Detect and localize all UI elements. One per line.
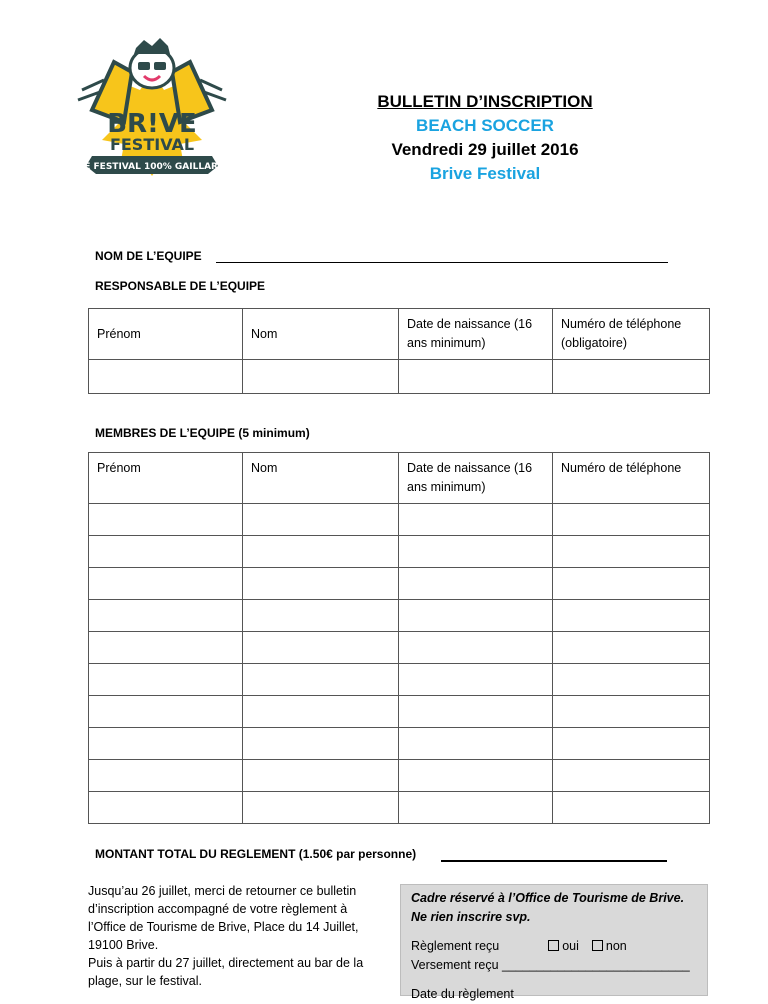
page-header: [300, 90, 670, 186]
table-row: [89, 536, 710, 568]
cell-nom[interactable]: [243, 568, 399, 600]
cell-nom[interactable]: [243, 728, 399, 760]
cell-prenom[interactable]: [89, 568, 243, 600]
cell-date[interactable]: [399, 632, 553, 664]
cell-nom[interactable]: [243, 664, 399, 696]
responsable-label: RESPONSABLE DE L’EQUIPE: [95, 279, 266, 293]
cell-telephone[interactable]: [553, 360, 710, 394]
cell-prenom[interactable]: [89, 792, 243, 824]
cell-prenom[interactable]: [89, 760, 243, 792]
event-date: Vendredi 29 juillet 2016: [391, 140, 579, 159]
versement-row: [411, 956, 697, 975]
table-row: [89, 504, 710, 536]
oui-label: oui: [562, 939, 579, 953]
header-nom: Nom: [243, 453, 399, 504]
cell-date[interactable]: [399, 664, 553, 696]
event-name: Brive Festival: [429, 164, 541, 183]
page-title: BULLETIN D’INSCRIPTION: [377, 92, 593, 111]
cell-telephone[interactable]: [553, 664, 710, 696]
cell-nom[interactable]: [243, 360, 399, 394]
cell-date[interactable]: [399, 504, 553, 536]
checkbox-oui[interactable]: [548, 940, 559, 951]
cell-prenom[interactable]: [89, 536, 243, 568]
cell-prenom[interactable]: [89, 600, 243, 632]
cell-telephone[interactable]: [553, 696, 710, 728]
instructions: [88, 882, 388, 990]
table-row: [89, 792, 710, 824]
table-row: [89, 632, 710, 664]
header-prenom: Prénom: [89, 453, 243, 504]
page-subtitle: BEACH SOCCER: [416, 116, 554, 135]
table-row: [89, 728, 710, 760]
logo-word1: BR!VE: [107, 109, 197, 139]
cell-nom[interactable]: [243, 536, 399, 568]
cell-date[interactable]: [399, 600, 553, 632]
cell-date[interactable]: [399, 360, 553, 394]
table-header-row: [89, 453, 710, 504]
team-name-line[interactable]: [216, 262, 668, 263]
header-date-naissance: Date de naissance (16 ans minimum): [399, 309, 553, 360]
cell-prenom[interactable]: [89, 504, 243, 536]
cell-nom[interactable]: [243, 504, 399, 536]
office-title: Cadre réservé à l’Office de Tourisme de Brive.: [411, 891, 685, 905]
responsable-table: [88, 308, 710, 394]
table-row: [89, 600, 710, 632]
cell-telephone[interactable]: [553, 536, 710, 568]
cell-prenom[interactable]: [89, 664, 243, 696]
header-date-naissance: Date de naissance (16 ans minimum): [399, 453, 553, 504]
cell-date[interactable]: [399, 696, 553, 728]
logo-banner: LE FESTIVAL 100% GAILLARD: [78, 162, 226, 172]
table-row: [89, 696, 710, 728]
cell-date[interactable]: [399, 536, 553, 568]
header-telephone: Numéro de téléphone (obligatoire): [553, 309, 710, 360]
cell-telephone[interactable]: [553, 600, 710, 632]
versement-label: Versement reçu: [411, 958, 503, 972]
members-label: MEMBRES DE L’EQUIPE (5 minimum): [95, 426, 310, 440]
cell-prenom[interactable]: [89, 632, 243, 664]
header-prenom: Prénom: [89, 309, 243, 360]
cell-telephone[interactable]: [553, 792, 710, 824]
members-table: [88, 452, 710, 824]
cell-prenom[interactable]: [89, 728, 243, 760]
total-label: MONTANT TOTAL DU REGLEMENT (1.50€ par personne): [95, 847, 417, 861]
header-telephone: Numéro de téléphone: [553, 453, 710, 504]
cell-nom[interactable]: [243, 600, 399, 632]
office-reserved-box: [400, 884, 708, 1001]
table-row: [89, 664, 710, 696]
cell-nom[interactable]: [243, 632, 399, 664]
cell-nom[interactable]: [243, 696, 399, 728]
table-row: [89, 568, 710, 600]
date-reglement-label: Date du règlement: [411, 987, 514, 1001]
instructions-line2: Puis à partir du 27 juillet, directement au bar de la plage, sur le festival.: [88, 956, 364, 988]
table-header-row: [89, 309, 710, 360]
cell-nom[interactable]: [243, 792, 399, 824]
cell-telephone[interactable]: [553, 504, 710, 536]
brive-festival-logo: [52, 32, 252, 182]
cell-telephone[interactable]: [553, 760, 710, 792]
cell-date[interactable]: [399, 728, 553, 760]
header-nom: Nom: [243, 309, 399, 360]
versement-line[interactable]: ___________________________: [502, 958, 690, 972]
table-row: [89, 360, 710, 394]
cell-date[interactable]: [399, 568, 553, 600]
cell-prenom[interactable]: [89, 696, 243, 728]
cell-date[interactable]: [399, 792, 553, 824]
team-name-label: NOM DE L’EQUIPE: [95, 249, 202, 263]
cell-telephone[interactable]: [553, 568, 710, 600]
total-line[interactable]: [441, 860, 667, 862]
table-row: [89, 760, 710, 792]
cell-telephone[interactable]: [553, 728, 710, 760]
cell-date[interactable]: [399, 760, 553, 792]
cell-nom[interactable]: [243, 760, 399, 792]
logo-graphic: [52, 32, 252, 182]
instructions-line1: Jusqu’au 26 juillet, merci de retourner ce bulletin d’inscription accompagné de votre règlement à l’Office de Tourisme de Brive, Place du 14 Juillet, 19100 Brive.: [88, 884, 359, 952]
non-label: non: [605, 939, 627, 953]
payment-row: [411, 937, 697, 956]
cell-prenom[interactable]: [89, 360, 243, 394]
cell-telephone[interactable]: [553, 632, 710, 664]
logo-word2: FESTIVAL: [109, 135, 195, 154]
checkbox-non[interactable]: [592, 940, 603, 951]
office-subtitle: Ne rien inscrire svp.: [411, 910, 531, 924]
payment-label: Règlement reçu: [411, 939, 500, 953]
